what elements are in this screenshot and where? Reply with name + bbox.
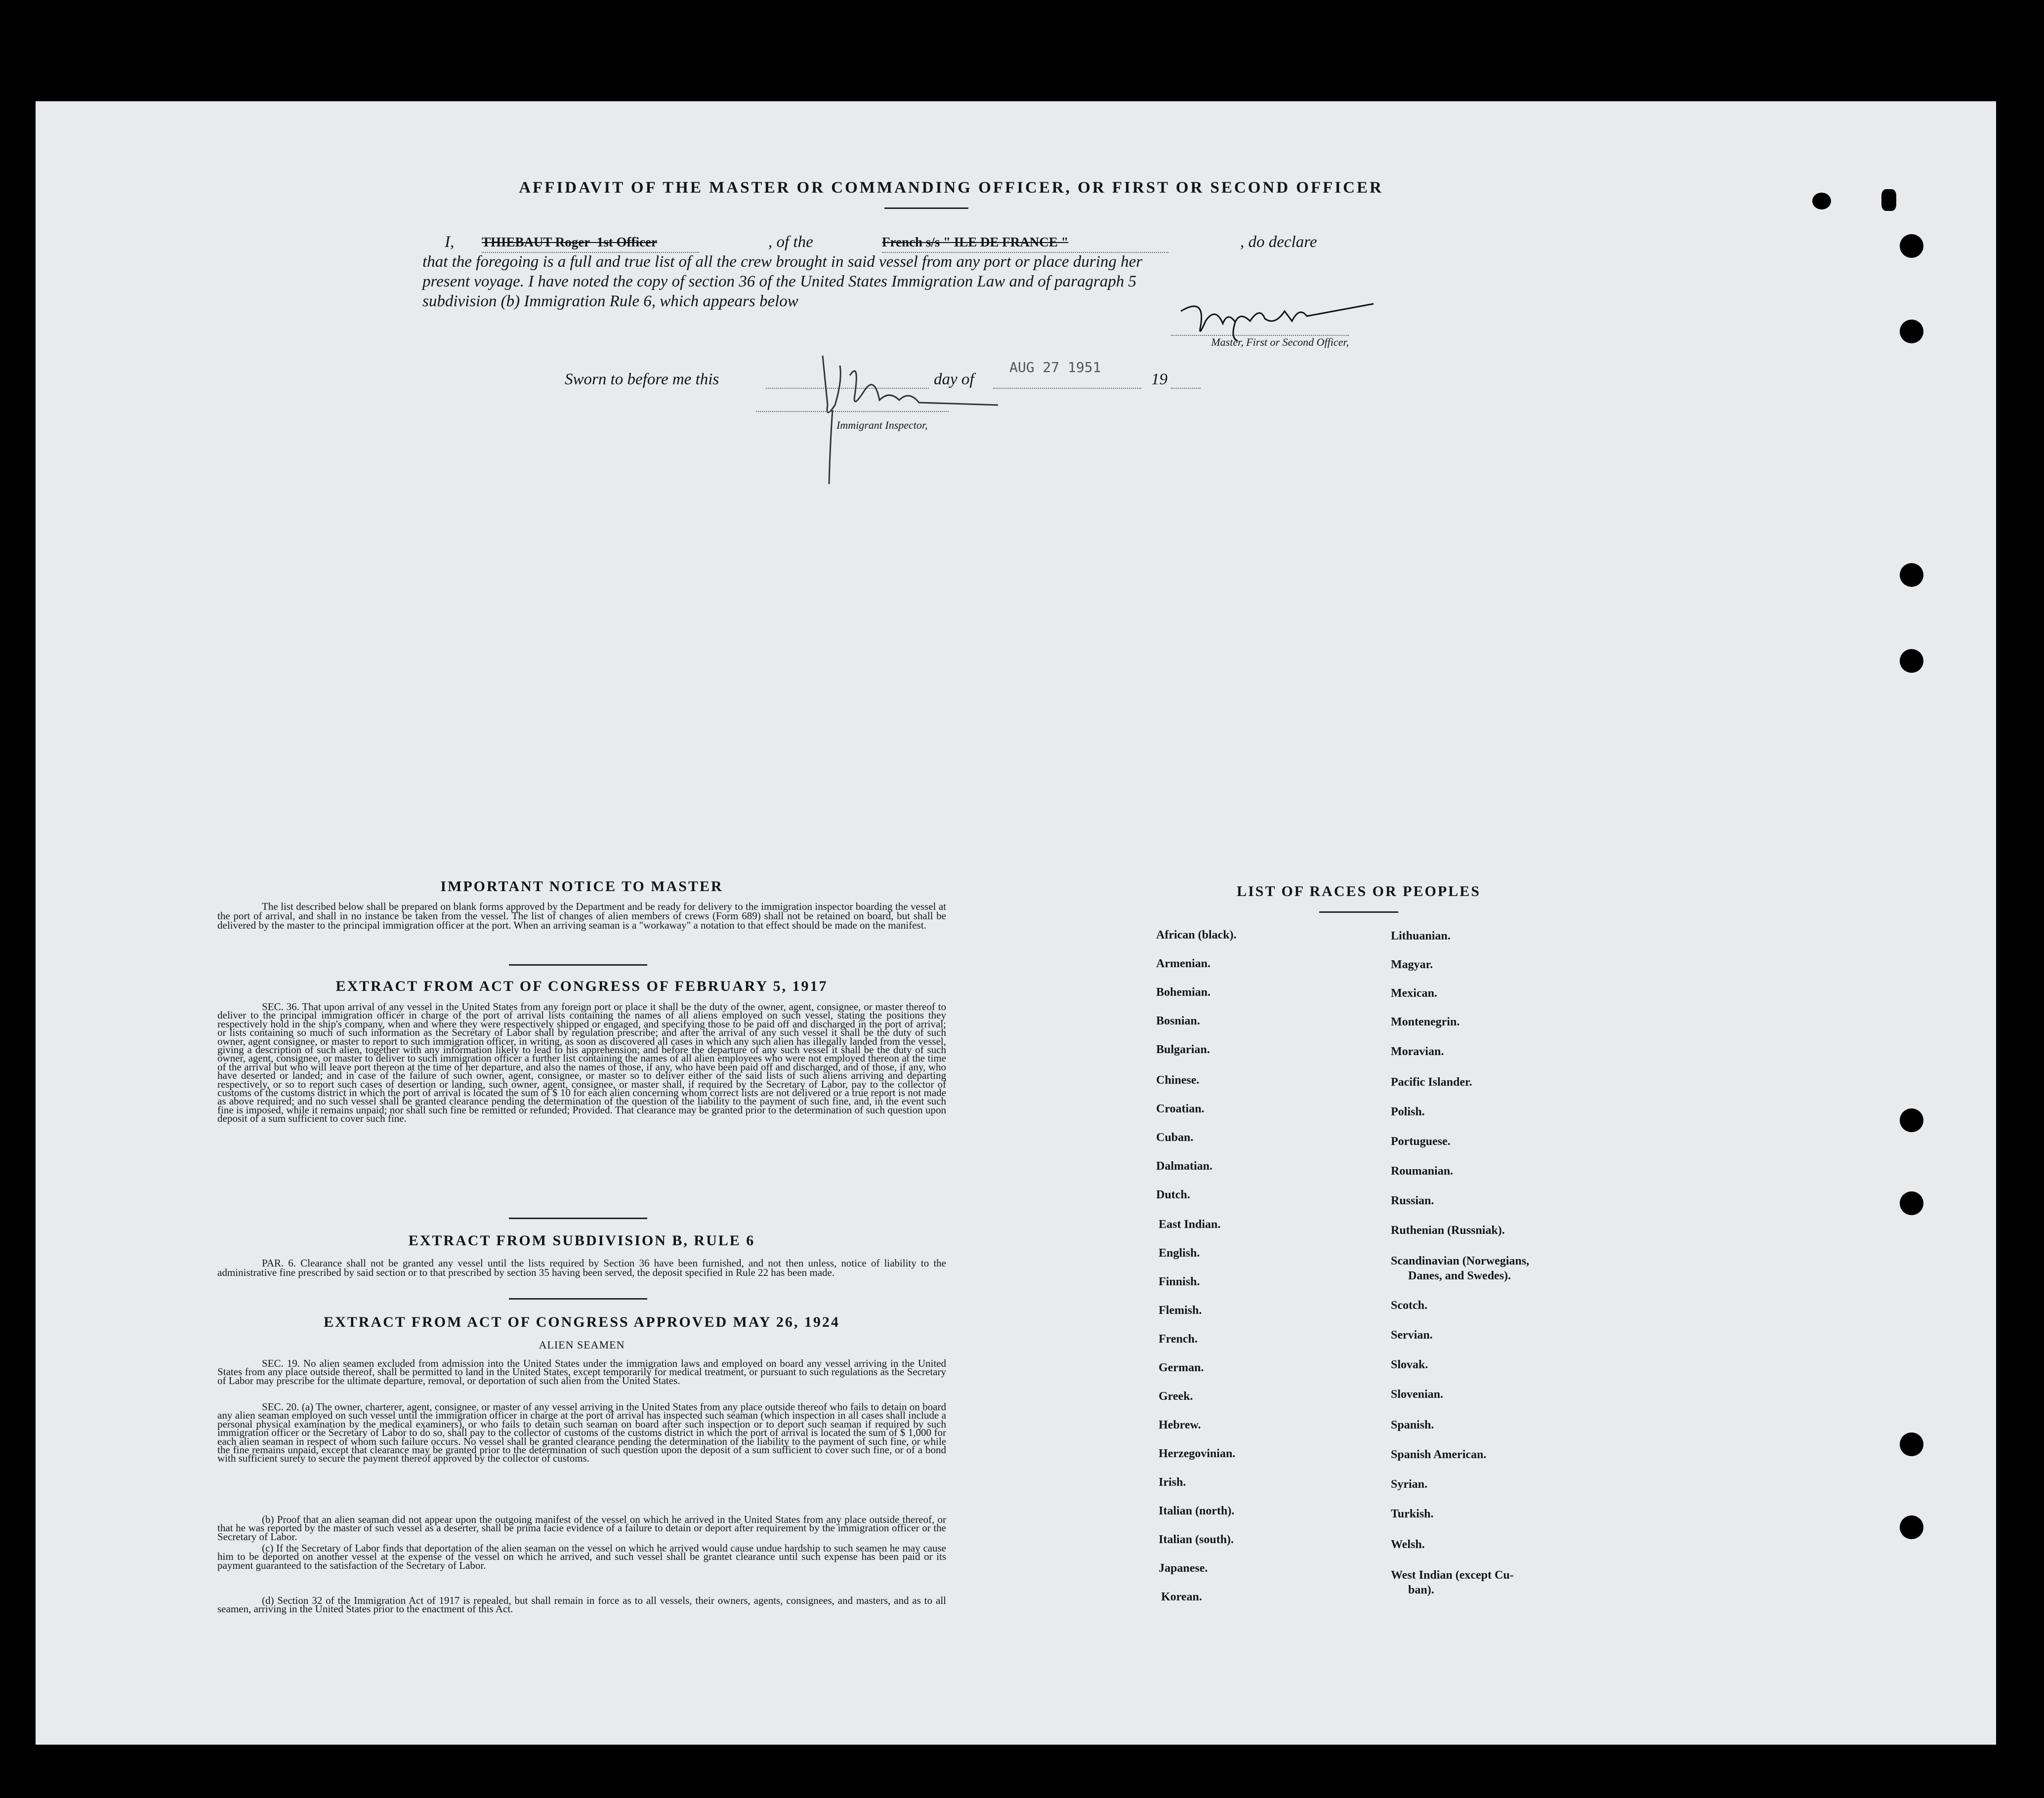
race-left: Irish. bbox=[1159, 1476, 1186, 1489]
race-right: Slovak. bbox=[1391, 1358, 1428, 1371]
race-right: Polish. bbox=[1391, 1105, 1425, 1118]
master-label: Master, First or Second Officer, bbox=[1171, 335, 1349, 349]
race-left: Japanese. bbox=[1159, 1562, 1208, 1575]
punch-mark bbox=[1881, 189, 1896, 211]
affidavit-line: that the foregoing is a full and true list of all the crew brought in said vessel from any port or place during her bbox=[422, 253, 1143, 271]
vessel-name: French s/s " ILE DE FRANCE " bbox=[882, 232, 1168, 253]
punch-hole bbox=[1900, 234, 1923, 258]
race-right: Ruthenian (Russniak). bbox=[1391, 1224, 1505, 1237]
race-right: Spanish. bbox=[1391, 1419, 1434, 1431]
race-right: Spanish American. bbox=[1391, 1448, 1487, 1461]
race-left: Hebrew. bbox=[1159, 1419, 1201, 1431]
race-left: French. bbox=[1159, 1333, 1198, 1346]
sec20c-body: (c) If the Secretary of Labor finds that deportation of the alien seaman on the vessel on which he arrived would cause undue hardship to such seamen he may cause him to be deported on another vessel at the expense of the vessel on which he arrived, and such vessel shall be grantet clearance until such expense has been paid or its payment guaranteed to the satisfaction of the Secretary of Labor. bbox=[217, 1542, 946, 1571]
punch-hole bbox=[1900, 1191, 1923, 1215]
affidavit-heading: AFFIDAVIT OF THE MASTER OR COMMANDING OFFICER, OR FIRST OR SECOND OFFICER bbox=[519, 179, 1383, 197]
year-label: 19 bbox=[1151, 370, 1168, 388]
rule6-body: PAR. 6. Clearance shall not be granted any vessel until the lists required by Section 36 have been furnished, and not then unless, notice of liability to the administrative fine prescribed by said section or to that prescribed by section 35 having been served, the deposit specified in Rule 22 has been made. bbox=[217, 1257, 946, 1278]
punch-hole bbox=[1900, 1432, 1923, 1456]
race-left: Armenian. bbox=[1156, 957, 1210, 970]
race-right: Pacific Islander. bbox=[1391, 1076, 1472, 1089]
race-right: Russian. bbox=[1391, 1194, 1434, 1207]
punch-mark bbox=[1812, 193, 1831, 209]
date-stamp: AUG 27 1951 bbox=[1009, 359, 1101, 375]
races-heading: LIST OF RACES OR PEOPLES bbox=[1237, 883, 1481, 899]
race-left: Bulgarian. bbox=[1156, 1043, 1210, 1056]
race-right: Danes, and Swedes). bbox=[1408, 1269, 1511, 1282]
race-right: Scandinavian (Norwegians, bbox=[1391, 1255, 1530, 1267]
race-left: Dutch. bbox=[1156, 1188, 1190, 1201]
race-right: Moravian. bbox=[1391, 1045, 1444, 1058]
race-right: Turkish. bbox=[1391, 1508, 1434, 1520]
race-left: Greek. bbox=[1159, 1390, 1193, 1403]
punch-hole bbox=[1900, 563, 1923, 587]
heading-rule bbox=[884, 207, 968, 209]
sec20-body: SEC. 20. (a) The owner, charterer, agent, consignee, or master of any vessel arriving in the United States from any place outside thereof who fails to detain on board any alien seaman employed on such vessel until the immigration officer in charge at the port of arrival has inspected such seaman (which inspection in all cases shall include a personal physical examination by the medical examiners), or who fails to detain such seaman on board after such inspection or to deport such seaman if required by such immigration officer or the Secretary of Labor to do so, shall pay to the collector of customs of the customs district in which the port of arrival is located the sum of $ 1,000 for each alien seaman in respect of whom such failure occurs. No vessel shall be granted clearance pending the determination of the liability to the payment of such fine, or while the fine remains unpaid, except that clearance may be granted prior to the determination of such question upon the deposit of a sum sufficient to cover such fine, or of a bond with sufficient surety to secure the payment thereof approved by the collector of customs. bbox=[217, 1401, 946, 1465]
affidavit-line: subdivision (b) Immigration Rule 6, which appears below bbox=[422, 292, 798, 310]
sec20b-body: (b) Proof that an alien seaman did not appear upon the outgoing manifest of the vessel on which he arrived in the United States from any place outside thereof, or that he was reported by the master of such vessel as a deserter, shall be prima facie evidence of a failure to detain or deport after requirement by the immigration officer or the Secretary of Labor. bbox=[217, 1513, 946, 1543]
affidavit-i: I, bbox=[445, 233, 455, 251]
race-right: Lithuanian. bbox=[1391, 930, 1451, 942]
race-right: Scotch. bbox=[1391, 1299, 1427, 1312]
officer-name: THIEBAUT Roger 1st Officer bbox=[482, 232, 699, 253]
race-left: African (black). bbox=[1156, 929, 1237, 941]
sec19-body: SEC. 19. No alien seamen excluded from admission into the United States under the immigration laws and employed on board any vessel arriving in the United States from any place outside thereof, shall be permitted to land in the United States, except temporarily for medical treatment, or pursuant to such regulations as the Secretary of Labor may prescribe for the ultimate departure, removal, or deportation of such alien from the United States. bbox=[217, 1357, 946, 1387]
punch-hole bbox=[1900, 320, 1923, 343]
race-left: Italian (south). bbox=[1159, 1533, 1234, 1546]
race-right: Montenegrin. bbox=[1391, 1016, 1460, 1028]
notice-body: The list described below shall be prepared on blank forms approved by the Department and be ready for delivery to the immigration inspector boarding the vessel at the port of arrival, and shall in no instance be taken from the vessel. The list of changes of alien members of crews (Form 689) shall not be retained on board, but shall be delivered by the master to the principal immigration officer at the port. When an arriving seaman is a "workaway" a notation to that effect should be made on the manifest. bbox=[217, 900, 946, 931]
race-left: Bohemian. bbox=[1156, 986, 1211, 999]
race-left: Korean. bbox=[1161, 1591, 1202, 1603]
race-left: Flemish. bbox=[1159, 1304, 1202, 1317]
punch-hole bbox=[1900, 649, 1923, 673]
race-left: Herzegovinian. bbox=[1159, 1447, 1236, 1460]
race-right: Slovenian. bbox=[1391, 1388, 1444, 1401]
extract-1917-body: SEC. 36. That upon arrival of any vessel in the United States from any foreign port or place it shall be the duty of the owner, agent, consignee, or master thereof to deliver to the principal immigration officer in charge of the port of arrival lists containing the names of all aliens employed on such vessel, stating the positions they respectively hold in the ship's company, when and where they were respectively shipped or engaged, and specifying those to be paid off and discharged in the port of arrival; or lists containing so much of such information as the Secretary of Labor shall by regulation prescribe; and after the arrival of any such vessel it shall be the duty of such owner, agent consignee, or master to report to such immigration officer, in writing, as soon as discovered all cases in which any such alien has illegally landed from the vessel, giving a description of such alien, together with any information likely to lead to his apprehension; and before the departure of any such vessel it shall be the duty of such owner, agent, consignee, or master to deliver to such immigration officer a further list containing the names of all alien employees who were not employed thereon at the time of the arrival but who will leave port thereon at the time of her departure, and also the names of those, if any, who have been paid off and discharged, and of those, if any, who have deserted or landed; and in case of the failure of such owner, agent, consignee, or master so to deliver either of the said lists of such aliens arriving and departing respectively, or so to report such cases of desertion or landing, such owner, agent, consignee, or master shall, if required by the Secretary of Labor, pay to the collector of customs of the customs district in which the port of arrival is located the sum of $ 10 for each alien concerning whom correct lists are not delivered or a true report is not made as above required; and no such vessel shall be granted clearance pending the determination of the question of the liability to the payment of such fine, and, in the event such fine is imposed, while it remains unpaid; nor shall such fine be remitted or refunded; Provided. That clearance may be granted prior to the determination of such question upon deposit of a sum sufficient to cover such fine. bbox=[217, 1001, 946, 1125]
of-the-label: , of the bbox=[768, 233, 813, 251]
race-right: Welsh. bbox=[1391, 1538, 1425, 1551]
race-left: Chinese. bbox=[1156, 1074, 1200, 1087]
notice-heading: IMPORTANT NOTICE TO MASTER bbox=[440, 878, 723, 895]
race-right: ban). bbox=[1408, 1584, 1434, 1596]
race-left: Croatian. bbox=[1156, 1103, 1205, 1115]
sworn-month-line bbox=[993, 388, 1141, 389]
race-left: Bosnian. bbox=[1156, 1015, 1200, 1027]
race-left: East Indian. bbox=[1159, 1218, 1221, 1231]
races-rule bbox=[1319, 911, 1398, 913]
race-right: Magyar. bbox=[1391, 958, 1433, 971]
race-right: West Indian (except Cu- bbox=[1391, 1569, 1514, 1582]
day-of-label: day of bbox=[934, 370, 974, 388]
section-rule bbox=[509, 964, 647, 966]
year-line bbox=[1171, 388, 1201, 389]
do-declare-label: , do declare bbox=[1240, 233, 1317, 251]
inspector-label: Immigrant Inspector, bbox=[836, 419, 928, 431]
alien-seamen-subheading: ALIEN SEAMEN bbox=[539, 1339, 625, 1351]
rule6-heading: EXTRACT FROM SUBDIVISION B, RULE 6 bbox=[408, 1232, 755, 1249]
inspector-signature bbox=[805, 346, 1003, 489]
inspector-line bbox=[756, 411, 949, 412]
race-right: Mexican. bbox=[1391, 987, 1437, 1000]
punch-hole bbox=[1900, 1515, 1923, 1539]
sworn-label: Sworn to before me this bbox=[565, 370, 719, 388]
section-rule bbox=[509, 1298, 647, 1300]
race-left: Finnish. bbox=[1159, 1275, 1200, 1288]
race-left: Cuban. bbox=[1156, 1131, 1194, 1144]
section-rule bbox=[509, 1218, 647, 1219]
extract-1924-heading: EXTRACT FROM ACT OF CONGRESS APPROVED MAY 26, 1924 bbox=[324, 1314, 840, 1330]
race-left: German. bbox=[1159, 1361, 1204, 1374]
race-right: Servian. bbox=[1391, 1329, 1433, 1342]
race-left: English. bbox=[1159, 1247, 1200, 1260]
race-left: Dalmatian. bbox=[1156, 1160, 1212, 1173]
punch-hole bbox=[1900, 1108, 1923, 1132]
affidavit-line: present voyage. I have noted the copy of section 36 of the United States Immigration Law and of paragraph 5 bbox=[422, 273, 1137, 290]
extract-1917-heading: EXTRACT FROM ACT OF CONGRESS OF FEBRUARY 5, 1917 bbox=[335, 978, 828, 994]
race-right: Roumanian. bbox=[1391, 1165, 1454, 1178]
race-left: Italian (north). bbox=[1159, 1505, 1235, 1517]
race-right: Portuguese. bbox=[1391, 1135, 1451, 1148]
race-right: Syrian. bbox=[1391, 1478, 1428, 1491]
sec20d-body: (d) Section 32 of the Immigration Act of 1917 is repealed, but shall remain in force as to all vessels, their owners, agents, consignees, and masters, and as to all seamen, arriving in the United States prior to the enactment of this Act. bbox=[217, 1594, 946, 1615]
